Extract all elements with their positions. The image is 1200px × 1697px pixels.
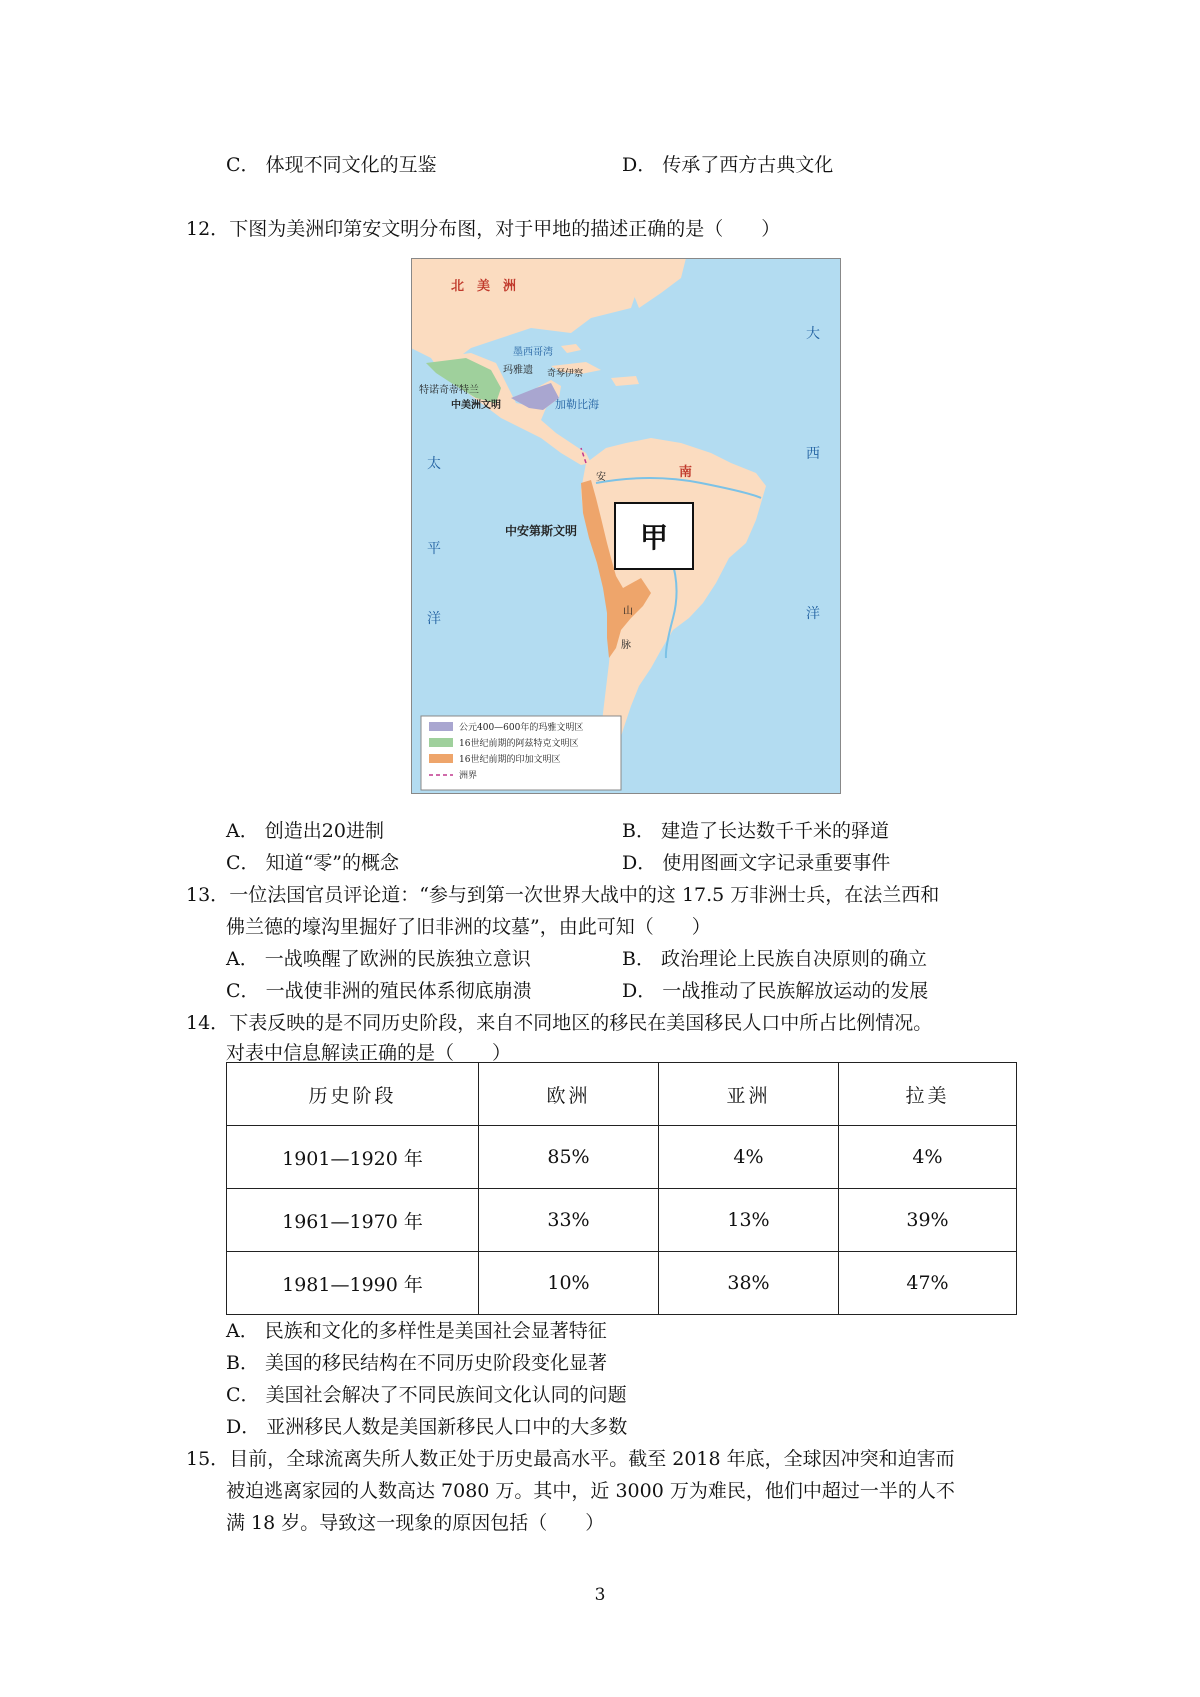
q14-option-b: B． 美国的移民结构在不同历史阶段变化显著 [226, 1352, 608, 1374]
map-drawing [411, 258, 841, 794]
table-cell: 13% [659, 1189, 839, 1252]
q13-option-c: C． 一战使非洲的殖民体系彻底崩溃 [226, 980, 532, 1002]
label-pacific-2: 平 [427, 541, 441, 557]
legend-label-border: 洲界 [459, 771, 478, 781]
q13-stem-line2: 佛兰德的壕沟里掘好了旧非洲的坟墓”，由此可知（ ） [226, 916, 711, 938]
q12-option-c: C． 知道“零”的概念 [226, 852, 400, 874]
label-meso: 中美洲文明 [451, 400, 501, 411]
table-cell: 1961—1970 年 [227, 1189, 479, 1252]
label-caribbean: 加勒比海 [555, 398, 599, 411]
q13-option-b: B． 政治理论上民族自决原则的确立 [622, 948, 928, 970]
q14-stem-line2: 对表中信息解读正确的是（ ） [226, 1042, 512, 1064]
q13-option-a: A． 一战唤醒了欧洲的民族独立意识 [226, 948, 531, 970]
table-cell: 85% [479, 1126, 659, 1189]
immigration-table [226, 1062, 1017, 1315]
legend-label-inca: 16世纪前期的印加文明区 [459, 755, 561, 765]
label-atlantic-1: 大 [806, 326, 820, 342]
label-pacific-3: 洋 [427, 611, 441, 627]
label-teotihuacan: 特诺奇蒂特兰 [419, 385, 479, 396]
q12-option-d: D． 使用图画文字记录重要事件 [622, 852, 891, 874]
table-cell: 10% [479, 1252, 659, 1315]
q11-option-c: C． 体现不同文化的互鉴 [226, 154, 437, 176]
legend-swatch-aztec [429, 738, 453, 747]
table-cell: 1901—1920 年 [227, 1126, 479, 1189]
table-cell: 39% [839, 1189, 1017, 1252]
header-period: 历史阶段 [227, 1063, 479, 1126]
label-mai: 脉 [621, 640, 631, 651]
header-asia: 亚洲 [659, 1063, 839, 1126]
q12-stem: 12．下图为美洲印第安文明分布图，对于甲地的描述正确的是（ ） [186, 218, 781, 240]
label-south: 南 [679, 465, 693, 480]
q14-option-c: C． 美国社会解决了不同民族间文化认同的问题 [226, 1384, 627, 1406]
table-row [227, 1126, 1017, 1189]
label-andes: 中安第斯文明 [505, 524, 578, 538]
q12-option-a: A． 创造出20进制 [226, 820, 384, 842]
q15-line2: 被迫逃离家园的人数高达 7080 万。其中，近 3000 万为难民，他们中超过一半的人不 [226, 1480, 955, 1502]
table-row [227, 1252, 1017, 1315]
table-cell: 4% [659, 1126, 839, 1189]
label-an: 安 [596, 472, 606, 483]
header-europe: 欧洲 [479, 1063, 659, 1126]
label-shan: 山 [623, 606, 633, 617]
table-header-row [227, 1063, 1017, 1126]
label-pacific-1: 太 [427, 456, 441, 472]
q14-option-d: D． 亚洲移民人数是美国新移民人口中的大多数 [226, 1416, 628, 1438]
label-north-america: 北 美 洲 [451, 279, 517, 294]
q13-option-d: D． 一战推动了民族解放运动的发展 [622, 980, 929, 1002]
q13-stem-line1: 13．一位法国官员评论道：“参与到第一次世界大战中的这 17.5 万非洲士兵，在法兰西和 [186, 884, 940, 906]
legend-label-aztec: 16世纪前期的阿兹特克文明区 [459, 739, 579, 749]
legend-swatch-inca [429, 754, 453, 763]
q14-stem-line1: 14．下表反映的是不同历史阶段，来自不同地区的移民在美国移民人口中所占比例情况。 [186, 1012, 933, 1034]
label-jia: 甲 [639, 521, 669, 554]
q14-option-a: A． 民族和文化的多样性是美国社会显著特征 [226, 1320, 607, 1342]
table-cell: 33% [479, 1189, 659, 1252]
legend-label-maya: 公元400—600年的玛雅文明区 [459, 723, 584, 733]
table-cell: 47% [839, 1252, 1017, 1315]
table-cell: 1981—1990 年 [227, 1252, 479, 1315]
inca-map [411, 258, 841, 794]
label-maya: 玛雅遗 [503, 365, 533, 376]
table-cell: 4% [839, 1126, 1017, 1189]
q12-option-b: B． 建造了长达数千千米的驿道 [622, 820, 890, 842]
label-atlantic-2: 西 [806, 446, 820, 462]
table-cell: 38% [659, 1252, 839, 1315]
legend-swatch-maya [429, 722, 453, 731]
label-atlantic-3: 洋 [806, 606, 820, 622]
table-row [227, 1189, 1017, 1252]
label-mexico-gulf: 墨西哥湾 [513, 347, 553, 358]
page-number: 3 [594, 1585, 606, 1605]
header-latin-america: 拉美 [839, 1063, 1017, 1126]
q15-line3: 满 18 岁。导致这一现象的原因包括（ ） [226, 1512, 605, 1534]
q15-line1: 15．目前，全球流离失所人数正处于历史最高水平。截至 2018 年底，全球因冲突和迫害而 [186, 1448, 955, 1470]
label-chichen: 奇琴伊察 [547, 369, 584, 379]
q11-option-d: D． 传承了西方古典文化 [622, 154, 834, 176]
